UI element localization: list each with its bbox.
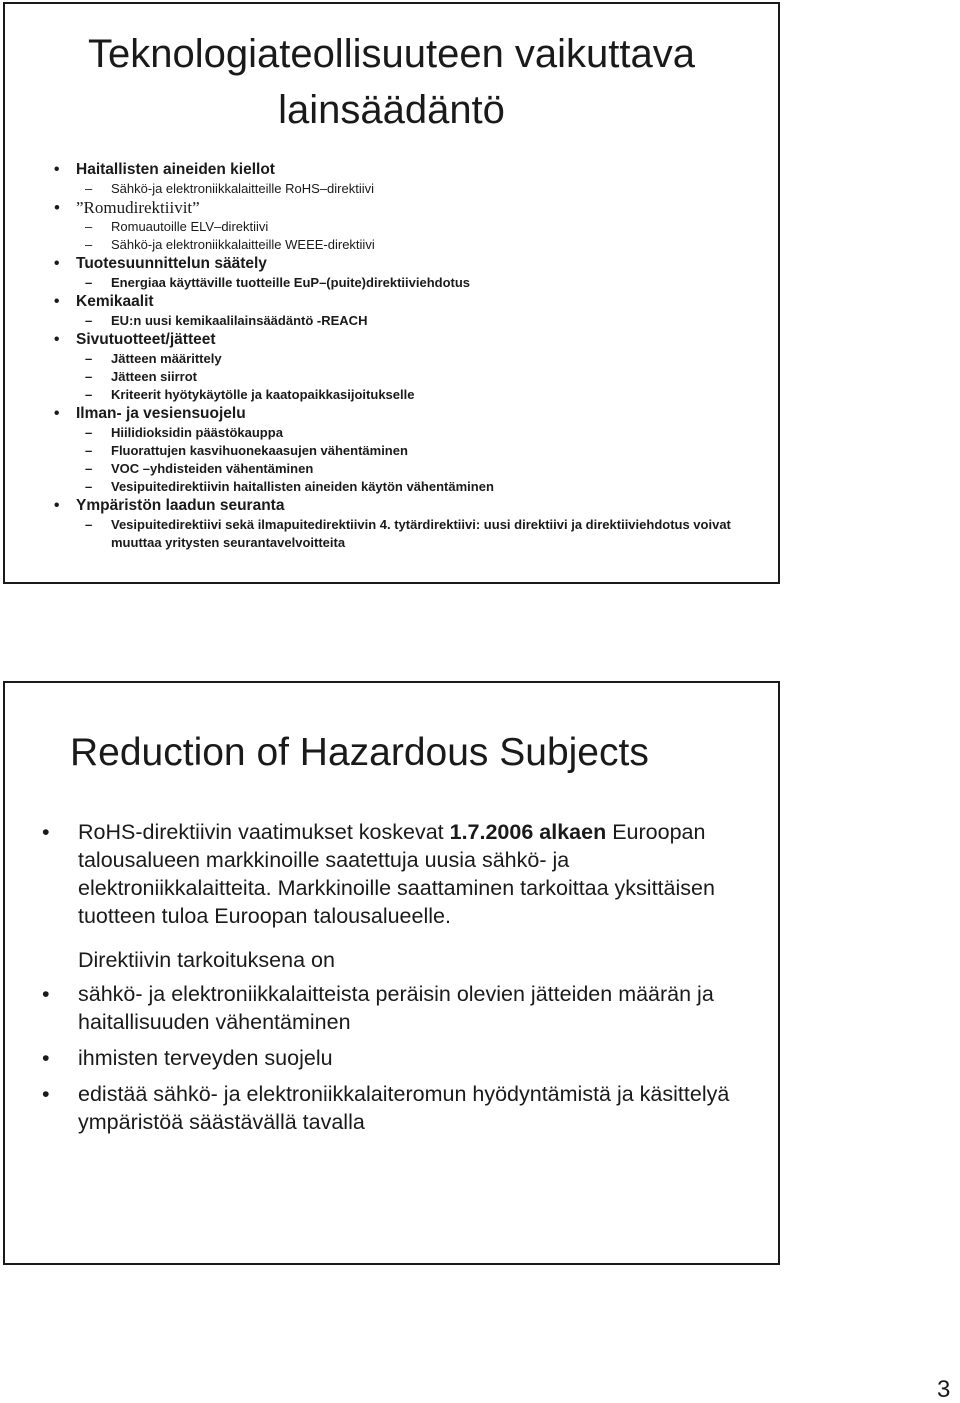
bullet-text: Sivutuotteet/jätteet (76, 331, 216, 348)
bullet-item (54, 404, 754, 424)
sub-item-text: Romuautoille ELV–direktiivi (111, 219, 269, 234)
sub-item-text: Jätteen määrittely (111, 351, 222, 366)
sub-item (54, 274, 754, 292)
bullet-item (42, 818, 742, 930)
bullet-icon: • (42, 1046, 50, 1070)
bullet-text: Ympäristön laadun seuranta (76, 497, 285, 514)
bullet-text: Ilman- ja vesiensuojelu (76, 405, 246, 422)
dash-icon: – (85, 461, 93, 476)
bullet-item (42, 980, 742, 1036)
bullet-text: edistää sähkö- ja elektroniikkalaiteromun hyödyntämistä ja käsittelyä ympäristöä säästävällä tavalla (78, 1082, 730, 1134)
bullet-item (54, 160, 754, 180)
dash-icon: – (85, 219, 93, 234)
bullet-item (42, 1044, 742, 1072)
bullet-item (54, 330, 754, 350)
sub-item-text: Sähkö-ja elektroniikkalaitteille WEEE-direktiivi (111, 237, 375, 252)
dash-icon: – (85, 517, 93, 532)
sub-item-text: VOC –yhdisteiden vähentäminen (111, 461, 314, 476)
bullet-icon: • (42, 820, 50, 844)
bullet-icon: • (54, 255, 60, 272)
dash-icon: – (85, 181, 93, 196)
sub-item-text: Energiaa käyttäville tuotteille EuP–(puite)direktiiviehdotus (111, 275, 471, 290)
sub-item (54, 442, 754, 460)
bullet-icon: • (54, 198, 60, 217)
sub-item (54, 180, 754, 198)
bullet-text: Tuotesuunnittelun säätely (76, 255, 267, 272)
dash-icon: – (85, 425, 93, 440)
slide-1-title-line-1: Teknologiateollisuuteen vaikuttava (87, 32, 696, 76)
page-number: 3 (937, 1376, 951, 1403)
slide-1-title (5, 26, 778, 138)
bullet-item (54, 198, 754, 218)
dash-icon: – (85, 351, 93, 366)
bullet-item (54, 292, 754, 312)
sub-item (54, 516, 754, 552)
bullet-text: sähkö- ja elektroniikkalaitteista peräisin olevien jätteiden määrän ja haitallisuuden vähentäminen (78, 982, 714, 1034)
bullet-item (54, 254, 754, 274)
paragraph-text-c: Euroopan talousalueen markkinoille saatettuja uusia sähkö- ja elektroniikkalaitteita. Markkinoille saattaminen tarkoittaa yksittäisen tuotteen tuloa Euroopan talousalueelle. (78, 820, 715, 928)
bullet-item (54, 496, 754, 516)
dash-icon: – (85, 387, 93, 402)
dash-icon: – (85, 275, 93, 290)
slide-1-title-line-2: lainsäädäntö (278, 88, 505, 132)
bullet-text: Haitallisten aineiden kiellot (76, 161, 275, 178)
paragraph-date: 1.7.2006 alkaen (449, 820, 607, 844)
sub-item (54, 386, 754, 404)
bullet-icon: • (54, 331, 60, 348)
sub-item-text: Kriteerit hyötykäytölle ja kaatopaikkasijoitukselle (111, 387, 415, 402)
sub-item-text: EU:n uusi kemikaalilainsäädäntö -REACH (111, 313, 368, 328)
sub-item (54, 218, 754, 236)
sub-item-text: Vesipuitedirektiivin haitallisten aineiden käytön vähentäminen (111, 479, 494, 494)
sub-item (54, 478, 754, 496)
dash-icon: – (85, 479, 93, 494)
dash-icon: – (85, 369, 93, 384)
bullet-text: ”Romudirektiivit” (76, 198, 200, 217)
bullet-icon: • (42, 1082, 50, 1106)
bullet-icon: • (54, 497, 60, 514)
bullet-icon: • (42, 982, 50, 1006)
sub-item (54, 368, 754, 386)
sub-item (54, 236, 754, 254)
sub-item-text: Vesipuitedirektiivi sekä ilmapuitedirektiivin 4. tytärdirektiivi: uusi direktiivi ja direktiiviehdotus voivat muuttaa yritysten seurantavelvoitteita (111, 517, 731, 550)
intro-line: Direktiivin tarkoituksena on (78, 948, 335, 972)
dash-icon: – (85, 237, 93, 252)
sub-item (54, 460, 754, 478)
dash-icon: – (85, 443, 93, 458)
bullet-text: ihmisten terveyden suojelu (78, 1046, 333, 1070)
paragraph-text-a: RoHS-direktiivin vaatimukset koskevat (78, 820, 450, 844)
slide-1-bullet-list (54, 160, 754, 552)
dash-icon: – (85, 313, 93, 328)
bullet-text: Kemikaalit (76, 293, 154, 310)
bullet-icon: • (54, 293, 60, 310)
sub-item-text: Sähkö-ja elektroniikkalaitteille RoHS–direktiivi (111, 181, 375, 196)
sub-item-text: Jätteen siirrot (111, 369, 197, 384)
slide-2-title: Reduction of Hazardous Subjects (70, 731, 649, 774)
sub-item (54, 350, 754, 368)
sub-item-text: Hiilidioksidin päästökauppa (111, 425, 283, 440)
bullet-item (42, 1080, 742, 1136)
bullet-icon: • (54, 161, 60, 178)
sub-item (54, 312, 754, 330)
sub-item (54, 424, 754, 442)
bullet-icon: • (54, 405, 60, 422)
slide-2-bullet-list (42, 818, 742, 1136)
sub-item-text: Fluorattujen kasvihuonekaasujen vähentäminen (111, 443, 408, 458)
